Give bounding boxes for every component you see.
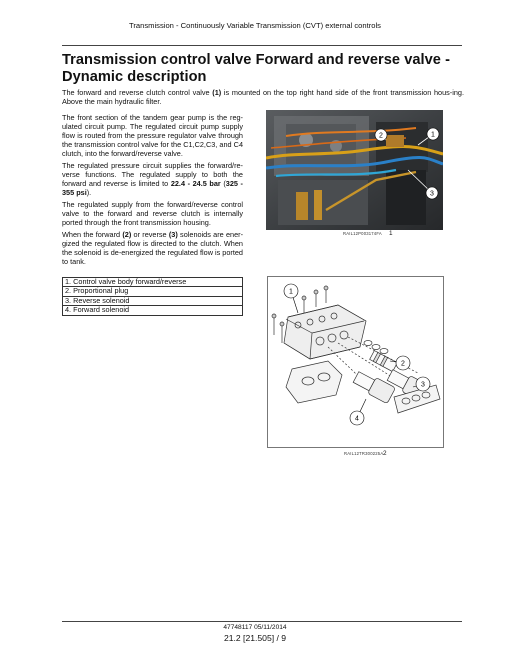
running-header: Transmission - Continuously Variable Transmission (CVT) external controls bbox=[129, 21, 381, 30]
intro-paragraph: The forward and reverse clutch control valve (1) is mounted on the top right hand side of the front transmission hous-ing. Above the main hydraulic filter. bbox=[62, 88, 464, 106]
callout-3-label: 3 bbox=[421, 381, 425, 389]
header-rule bbox=[62, 45, 462, 46]
figure-2-number: 2 bbox=[383, 450, 387, 457]
regulated-pressure-paragraph: The regulated pressure circuit supplies the forward/re-verse functions. The regulated supply to both the forward and reverse is limited to 22.4 - 24.5 bar (325 - 355 psi). bbox=[62, 161, 243, 197]
legend-item: 1. Control valve body forward/reverse bbox=[63, 278, 243, 287]
exploded-view-drawing bbox=[268, 277, 443, 447]
legend-row bbox=[63, 287, 243, 296]
pressure-psi: 325 - 355 psi bbox=[62, 178, 243, 197]
callout-2-label: 2 bbox=[379, 132, 383, 140]
parts-legend bbox=[62, 277, 243, 316]
callout-2-label: 2 bbox=[401, 360, 405, 368]
footer-doc-id: 47748117 05/11/2014 bbox=[223, 624, 287, 631]
section-title: Transmission control valve Forward and reverse valve - Dynamic description bbox=[62, 52, 450, 85]
callout-1-label: 1 bbox=[431, 131, 435, 139]
callout-ref: (1) bbox=[212, 88, 222, 97]
callout-3-label: 3 bbox=[430, 190, 434, 198]
figure-1-ref: RAIL12P003174FA bbox=[343, 231, 382, 236]
figure-1-number: 1 bbox=[389, 230, 393, 237]
callout-4-label: 4 bbox=[355, 415, 359, 423]
figure-1-photo bbox=[266, 110, 443, 230]
figure-2-drawing bbox=[267, 276, 444, 448]
pump-paragraph: The front section of the tandem gear pump is the reg-ulated circuit pump. The regulated circuit pump supply flow is routed from the pressure regulator valve through the transmission control valve for the C1,C2,C3, and C4 clutch, into the forward/reverse valve. bbox=[62, 113, 243, 158]
legend-item: 4. Forward solenoid bbox=[63, 306, 243, 315]
legend-row bbox=[63, 306, 243, 315]
legend-item: 3. Reverse solenoid bbox=[63, 296, 243, 305]
callout-1-label: 1 bbox=[289, 288, 293, 296]
pressure-bar: 22.4 - 24.5 bar bbox=[170, 178, 221, 188]
footer-page-number: 21.2 [21.505] / 9 bbox=[223, 633, 287, 643]
figure-2-ref: RAIL12TR300225A bbox=[344, 451, 384, 456]
footer-rule bbox=[62, 621, 462, 622]
legend-item: 2. Proportional plug bbox=[63, 287, 243, 296]
solenoid-paragraph: When the forward (2) or reverse (3) solenoids are ener-gized the regulated flow is directed to the clutch. When the solenoid is de-energized the regulated flow is ported to tank. bbox=[62, 230, 243, 266]
supply-paragraph: The regulated supply from the forward/reverse control valve to the forward and reverse clutch is internally ported through the front transmission housing. bbox=[62, 200, 243, 227]
transmission-photo bbox=[266, 110, 443, 230]
